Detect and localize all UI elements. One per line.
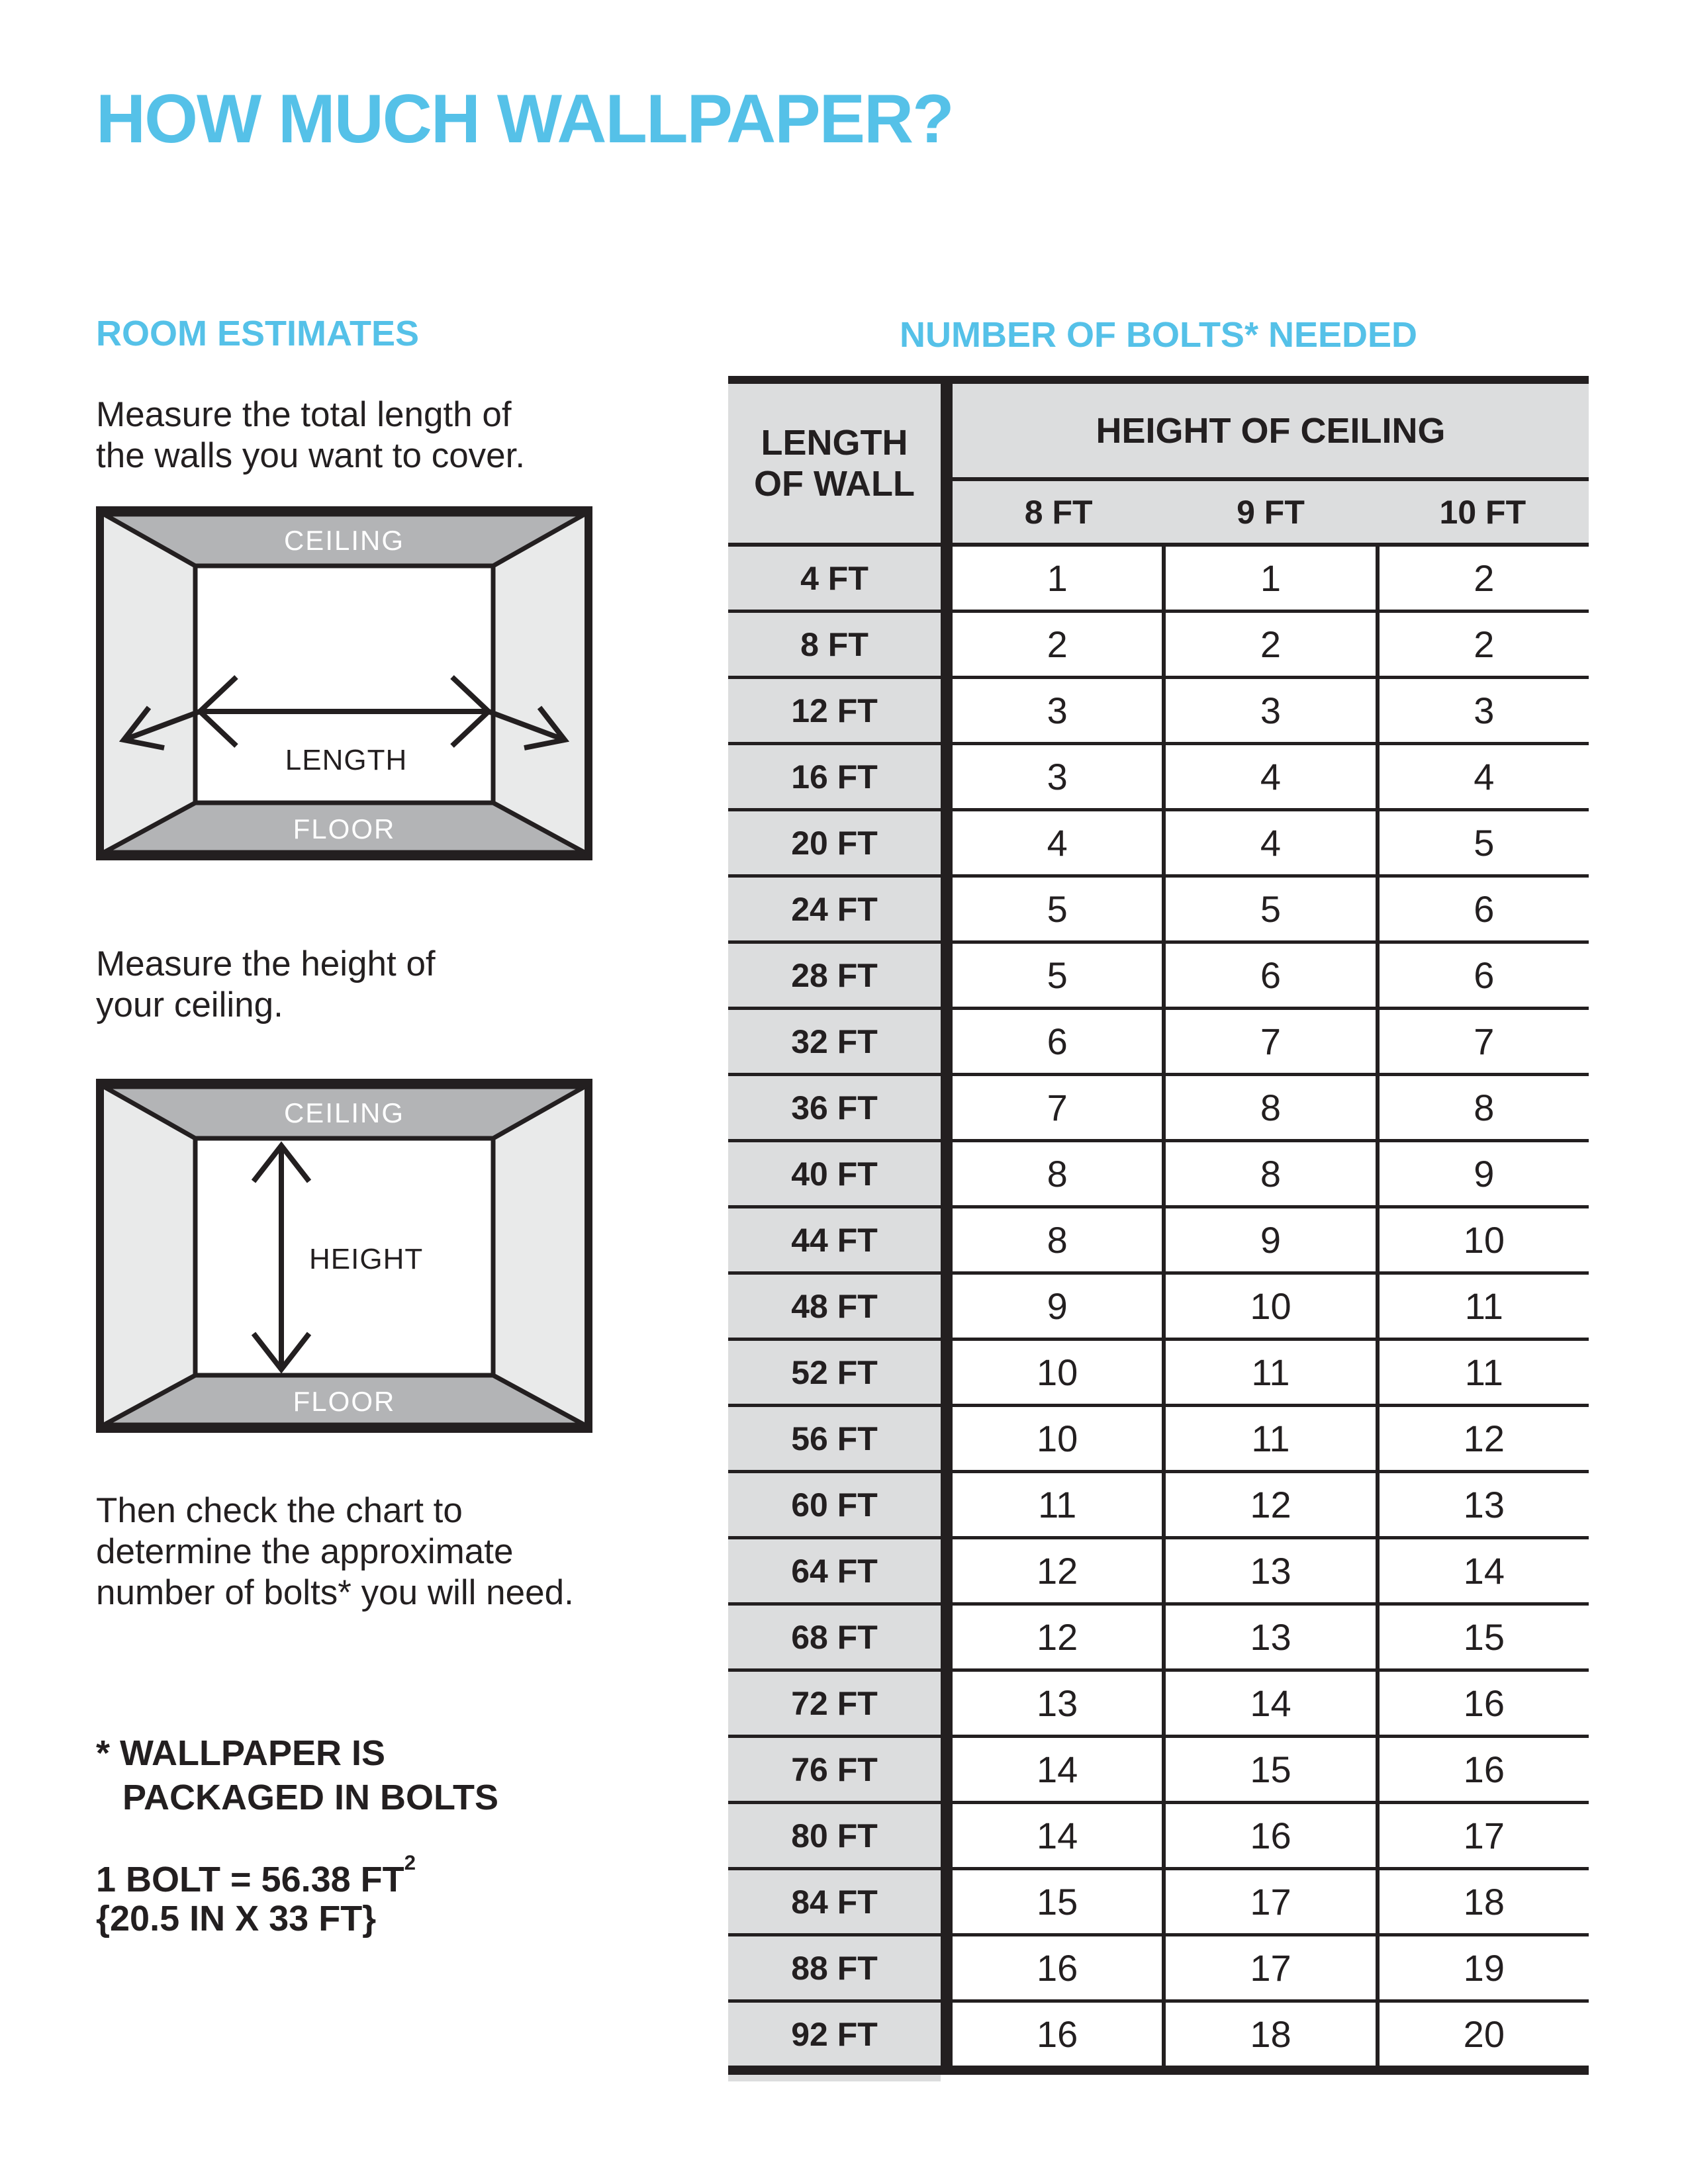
wall-length-cell: 84 FT (728, 1870, 941, 1933)
wall-length-cell: 88 FT (728, 1936, 941, 1999)
table-body (728, 547, 1589, 2066)
table-vertical-divider (941, 613, 953, 676)
row-cells (953, 1606, 1589, 1668)
bolt-count-cell: 11 (1464, 1351, 1503, 1393)
table-row (728, 613, 1589, 676)
wall-length-cell: 8 FT (728, 613, 941, 676)
wall-length-cell: 32 FT (728, 1010, 941, 1073)
bolts-footnote (96, 1731, 498, 1820)
wall-length-cell: 48 FT (728, 1275, 941, 1338)
table-row (728, 1407, 1589, 1470)
wall-length-cell: 68 FT (728, 1606, 941, 1668)
wall-length-cell: 80 FT (728, 1804, 941, 1867)
table-row (728, 1473, 1589, 1536)
bolt-count-cell: 8 (1474, 1087, 1495, 1128)
paragraph-line: your ceiling. (96, 985, 283, 1024)
table-vertical-divider (941, 384, 953, 543)
table-vertical-divider (941, 1407, 953, 1470)
wall-length-cell: 40 FT (728, 1142, 941, 1205)
room-height-diagram (96, 1079, 592, 1433)
bolt-dimensions: {20.5 IN X 33 FT} (96, 1899, 377, 1938)
table-vertical-divider (941, 547, 953, 610)
bolt-count-cell: 11 (1251, 1351, 1290, 1393)
table-vertical-divider (941, 1606, 953, 1668)
room-estimates-heading: ROOM ESTIMATES (96, 314, 420, 353)
bolt-count-cell: 13 (1463, 1484, 1505, 1525)
bolt-count-cell: 10 (1037, 1418, 1078, 1459)
table-row (728, 547, 1589, 610)
wall-length-cell: 36 FT (728, 1076, 941, 1139)
bolt-count-cell: 14 (1463, 1550, 1505, 1592)
bolt-count-cell: 10 (1037, 1351, 1078, 1393)
wall-length-cell: 16 FT (728, 745, 941, 808)
table-row (728, 1738, 1589, 1801)
bolt-count-cell: 3 (1047, 690, 1068, 731)
bolt-count-cell: 6 (1260, 954, 1282, 996)
row-cells (953, 679, 1589, 742)
table-row (728, 944, 1589, 1007)
bolt-count-cell: 11 (1038, 1484, 1077, 1525)
wall-length-cell: 4 FT (728, 547, 941, 610)
bolt-count-cell: 9 (1260, 1219, 1282, 1261)
table-row (728, 1142, 1589, 1205)
measure-height-paragraph (96, 944, 436, 1026)
bolts-table (728, 376, 1589, 2081)
bolt-count-cell: 16 (1250, 1815, 1291, 1856)
wall-length-cell: 92 FT (728, 2003, 941, 2066)
check-chart-paragraph (96, 1490, 574, 1614)
row-cells (953, 1076, 1589, 1139)
table-footer-stub (728, 2075, 941, 2081)
table-header (728, 384, 1589, 543)
bolt-count-cell: 9 (1047, 1285, 1068, 1327)
ceiling-label: CEILING (283, 1097, 405, 1128)
paragraph-line: determine the approximate (96, 1532, 514, 1571)
row-cells (953, 1010, 1589, 1073)
table-row (728, 1804, 1589, 1867)
table-row (728, 1010, 1589, 1073)
bolt-count-cell: 10 (1250, 1285, 1291, 1327)
bolt-count-cell: 15 (1250, 1749, 1291, 1790)
bolt-count-cell: 15 (1037, 1881, 1078, 1923)
col-header-10ft: 10 FT (1439, 493, 1526, 531)
bolt-count-cell: 11 (1251, 1418, 1290, 1459)
wall-length-cell: 56 FT (728, 1407, 941, 1470)
bolt-count-cell: 8 (1047, 1219, 1068, 1261)
bolt-count-cell: 1 (1047, 557, 1068, 599)
bolt-equation: 1 BOLT = 56.38 $FT^2$ (96, 1850, 416, 1899)
bolt-count-cell: 4 (1260, 822, 1282, 864)
row-cells (953, 613, 1589, 676)
bolt-count-cell: 2 (1474, 557, 1495, 599)
wall-length-cell: 76 FT (728, 1738, 941, 1801)
bolt-count-cell: 17 (1250, 1947, 1291, 1989)
table-vertical-divider (941, 1208, 953, 1271)
table-vertical-divider (941, 1142, 953, 1205)
bolt-count-cell: 3 (1474, 690, 1495, 731)
table-vertical-divider (941, 811, 953, 874)
paragraph-line: Measure the total length of (96, 395, 512, 434)
col-header-row (953, 481, 1589, 543)
bolt-count-cell: 18 (1250, 2013, 1291, 2055)
table-row (728, 1936, 1589, 1999)
bolt-count-cell: 7 (1474, 1021, 1495, 1062)
row-cells (953, 944, 1589, 1007)
row-cells (953, 811, 1589, 874)
ceiling-header-group (953, 384, 1589, 543)
col-header-9ft: 9 FT (1237, 493, 1305, 531)
bolt-count-cell: 8 (1047, 1153, 1068, 1195)
table-top-border (728, 376, 1589, 384)
bolt-count-cell: 11 (1464, 1285, 1503, 1327)
footnote-line: * WALLPAPER IS (96, 1733, 386, 1773)
bolts-needed-heading: NUMBER OF BOLTS* NEEDED (899, 315, 1418, 355)
wall-length-cell: 64 FT (728, 1539, 941, 1602)
bolt-count-cell: 7 (1047, 1087, 1068, 1128)
wall-length-cell: 12 FT (728, 679, 941, 742)
floor-label: FLOOR (293, 1386, 396, 1417)
table-vertical-divider (941, 1010, 953, 1073)
row-cells (953, 1341, 1589, 1404)
wall-length-cell: 20 FT (728, 811, 941, 874)
wall-length-cell: 24 FT (728, 878, 941, 940)
table-vertical-divider (941, 1275, 953, 1338)
table-row (728, 2003, 1589, 2066)
bolt-count-cell: 13 (1250, 1616, 1291, 1658)
bolt-count-cell: 4 (1474, 756, 1495, 797)
paragraph-line: number of bolts* you will need. (96, 1573, 574, 1612)
col-group-header: HEIGHT OF CEILING (953, 384, 1589, 477)
row-cells (953, 2003, 1589, 2066)
bolt-count-cell: 12 (1463, 1418, 1505, 1459)
bolt-count-cell: 12 (1037, 1550, 1078, 1592)
room-length-diagram (96, 506, 592, 860)
bolt-count-cell: 7 (1260, 1021, 1282, 1062)
table-row (728, 1672, 1589, 1735)
wall-length-cell: 52 FT (728, 1341, 941, 1404)
page-title: HOW MUCH WALLPAPER? (96, 81, 953, 158)
table-row (728, 1275, 1589, 1338)
table-vertical-divider (941, 878, 953, 940)
bolt-count-cell: 15 (1463, 1616, 1505, 1658)
table-row (728, 1606, 1589, 1668)
bolt-count-cell: 3 (1260, 690, 1282, 731)
bolt-count-cell: 5 (1047, 888, 1068, 930)
bolt-count-cell: 14 (1037, 1749, 1078, 1790)
bolt-count-cell: 6 (1047, 1021, 1068, 1062)
row-cells (953, 1208, 1589, 1271)
row-cells (953, 1738, 1589, 1801)
table-vertical-divider (941, 1672, 953, 1735)
col-header-8ft: 8 FT (1024, 493, 1093, 531)
squared-superscript: 2 (404, 1850, 416, 1874)
table-row (728, 1208, 1589, 1271)
row-cells (953, 1672, 1589, 1735)
table-vertical-divider (941, 1539, 953, 1602)
table-row (728, 679, 1589, 742)
row-cells (953, 1870, 1589, 1933)
row-cells (953, 745, 1589, 808)
bolt-count-cell: 9 (1474, 1153, 1495, 1195)
bolt-count-cell: 3 (1047, 756, 1068, 797)
bolt-count-cell: 12 (1037, 1616, 1078, 1658)
bolt-count-cell: 8 (1260, 1087, 1282, 1128)
floor-label: FLOOR (293, 813, 396, 844)
bolt-count-cell: 12 (1250, 1484, 1291, 1525)
table-vertical-divider (941, 1076, 953, 1139)
table-vertical-divider (941, 1870, 953, 1933)
table-row (728, 1341, 1589, 1404)
bolt-count-cell: 4 (1047, 822, 1068, 864)
bolt-count-cell: 5 (1474, 822, 1495, 864)
wall-length-cell: 72 FT (728, 1672, 941, 1735)
wall-length-cell: 60 FT (728, 1473, 941, 1536)
paragraph-line: the walls you want to cover. (96, 436, 526, 475)
bolt-count-cell: 14 (1250, 1682, 1291, 1724)
row-header-cell: LENGTH OF WALL (728, 384, 941, 543)
table-row (728, 1076, 1589, 1139)
table-vertical-divider (941, 1341, 953, 1404)
bolt-count-cell: 1 (1260, 557, 1282, 599)
row-cells (953, 547, 1589, 610)
bolt-count-cell: 16 (1037, 2013, 1078, 2055)
row-cells (953, 878, 1589, 940)
bolt-count-cell: 2 (1047, 623, 1068, 665)
bolt-count-cell: 6 (1474, 888, 1495, 930)
table-vertical-divider (941, 1936, 953, 1999)
bolt-count-cell: 5 (1047, 954, 1068, 996)
bolt-count-cell: 19 (1463, 1947, 1505, 1989)
row-cells (953, 1936, 1589, 1999)
bolt-count-cell: 13 (1250, 1550, 1291, 1592)
bolt-count-cell: 17 (1250, 1881, 1291, 1923)
table-bottom-border (728, 2066, 1589, 2075)
row-cells (953, 1407, 1589, 1470)
bolt-count-cell: 10 (1463, 1219, 1505, 1261)
table-vertical-divider (941, 679, 953, 742)
table-vertical-divider (941, 944, 953, 1007)
footnote-line: PACKAGED IN BOLTS (122, 1778, 499, 1817)
table-row (728, 878, 1589, 940)
table-vertical-divider (941, 2003, 953, 2066)
bolt-count-cell: 14 (1037, 1815, 1078, 1856)
bolt-count-cell: 4 (1260, 756, 1282, 797)
bolt-count-cell: 16 (1037, 1947, 1078, 1989)
length-label: LENGTH (285, 744, 408, 776)
row-cells (953, 1804, 1589, 1867)
paragraph-line: Then check the chart to (96, 1491, 463, 1530)
bolt-count-cell: 8 (1260, 1153, 1282, 1195)
bolt-definition (96, 1852, 416, 1938)
wall-length-cell: 28 FT (728, 944, 941, 1007)
row-cells (953, 1539, 1589, 1602)
bolt-count-cell: 20 (1463, 2013, 1505, 2055)
bolt-count-cell: 6 (1474, 954, 1495, 996)
table-row (728, 1870, 1589, 1933)
paragraph-line: Measure the height of (96, 944, 436, 983)
bolt-count-cell: 5 (1260, 888, 1282, 930)
row-cells (953, 1142, 1589, 1205)
table-vertical-divider (941, 1473, 953, 1536)
row-cells (953, 1275, 1589, 1338)
table-row (728, 745, 1589, 808)
bolt-count-cell: 18 (1463, 1881, 1505, 1923)
bolt-count-cell: 2 (1260, 623, 1282, 665)
height-label: HEIGHT (309, 1243, 424, 1275)
table-row (728, 1539, 1589, 1602)
measure-length-paragraph (96, 394, 525, 477)
ceiling-label: CEILING (283, 525, 405, 556)
bolt-count-cell: 13 (1037, 1682, 1078, 1724)
bolt-count-cell: 17 (1463, 1815, 1505, 1856)
table-vertical-divider (941, 745, 953, 808)
wall-length-cell: 44 FT (728, 1208, 941, 1271)
row-cells (953, 1473, 1589, 1536)
bolt-count-cell: 2 (1474, 623, 1495, 665)
bolt-count-cell: 16 (1463, 1749, 1505, 1790)
table-vertical-divider (941, 1804, 953, 1867)
table-vertical-divider (941, 1738, 953, 1801)
table-row (728, 811, 1589, 874)
bolt-count-cell: 16 (1463, 1682, 1505, 1724)
